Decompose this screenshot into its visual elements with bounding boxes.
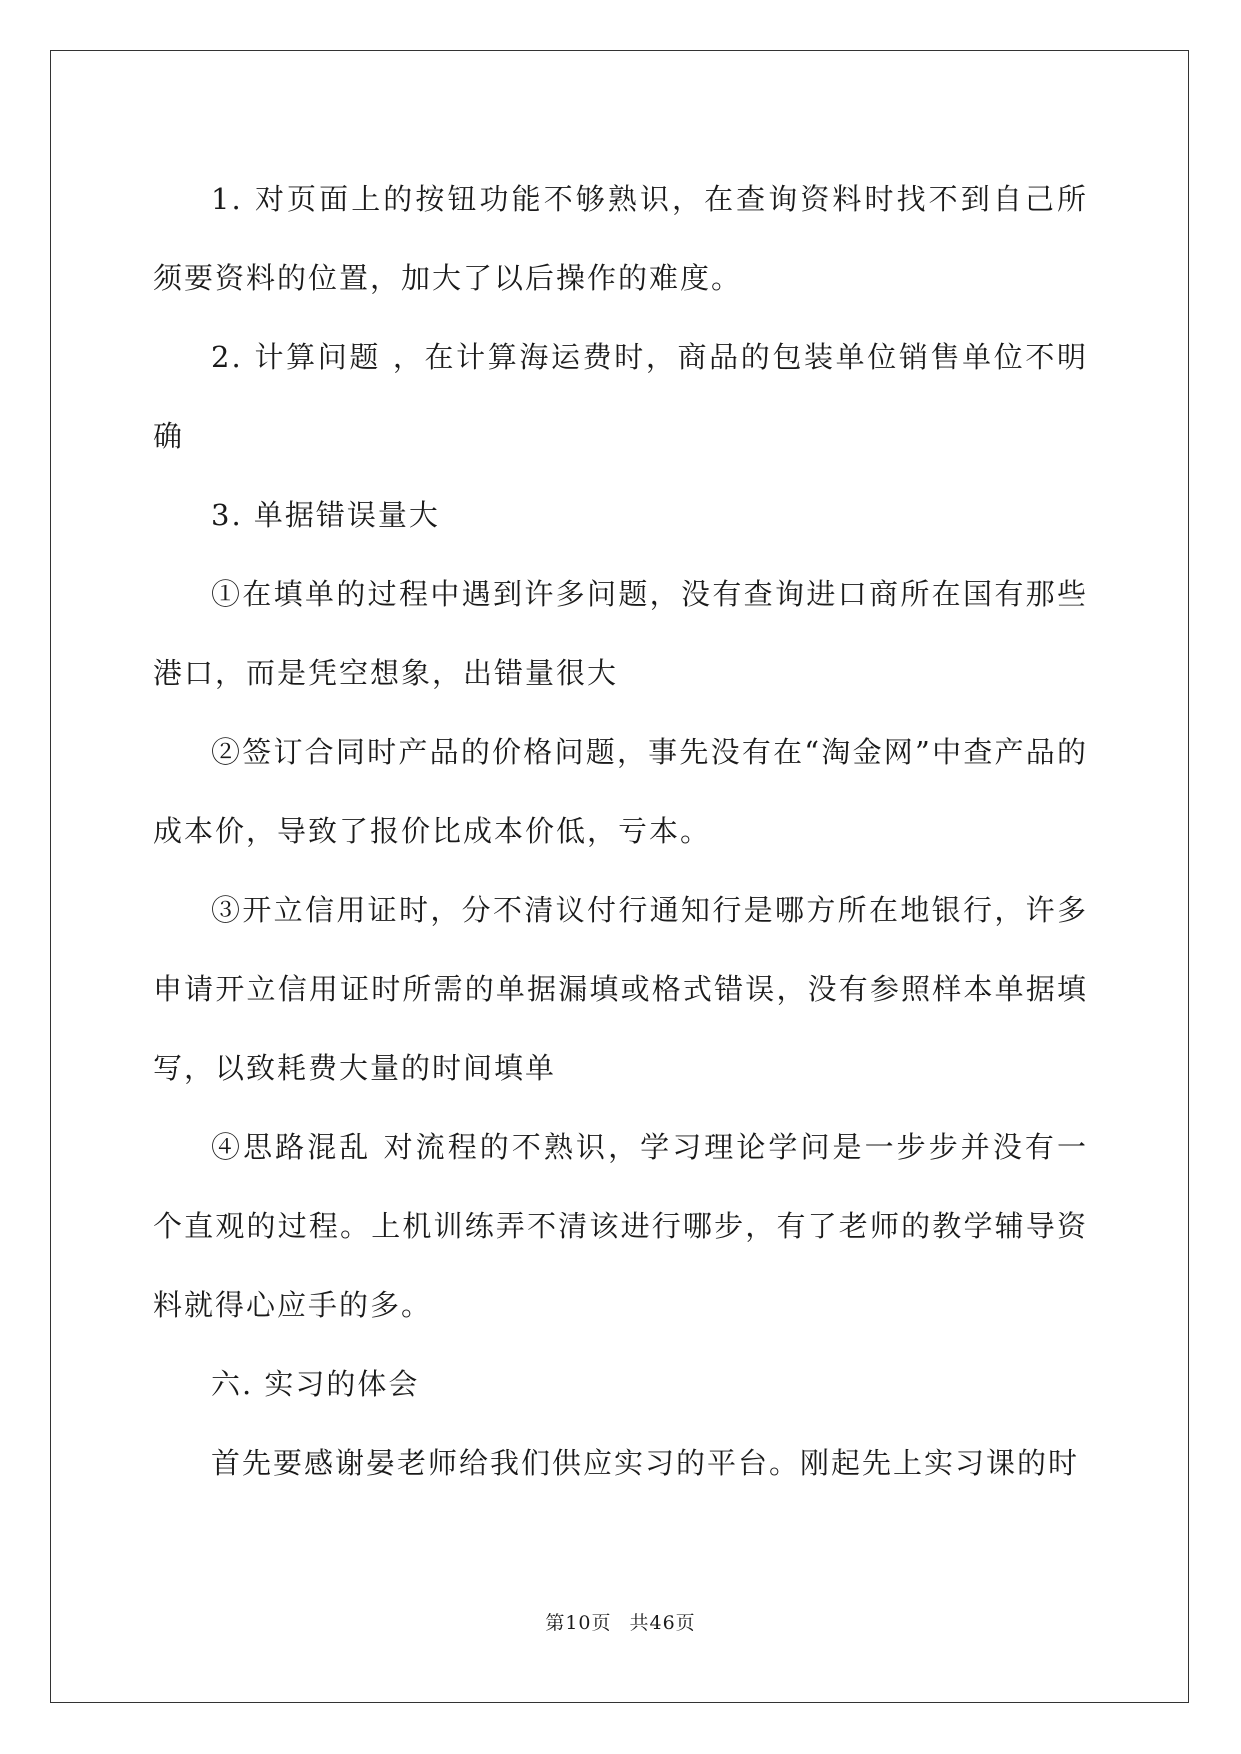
paragraph-5: ②签订合同时产品的价格问题，事先没有在“淘金网”中查产品的成本价，导致了报价比成本价低，亏本。 (153, 735, 1088, 848)
page-number: 第10页 (545, 1612, 612, 1634)
paragraph-7: ④思路混乱 对流程的不熟识，学习理论学问是一步步并没有一个直观的过程。上机训练弄不清该进行哪步，有了老师的教学辅导资料就得心应手的多。 (153, 1130, 1088, 1322)
document-body (153, 160, 1088, 1503)
paragraph-1: 1. 对页面上的按钮功能不够熟识，在查询资料时找不到自己所须要资料的位置，加大了以后操作的难度。 (153, 182, 1088, 295)
paragraph-8: 首先要感谢晏老师给我们供应实习的平台。刚起先上实习课的时 (211, 1446, 1080, 1480)
paragraph-6: ③开立信用证时，分不清议付行通知行是哪方所在地银行，许多申请开立信用证时所需的单据漏填或格式错误，没有参照样本单据填写，以致耗费大量的时间填单 (153, 893, 1088, 1085)
page-footer (0, 1608, 1241, 1635)
paragraph-3: 3. 单据错误量大 (211, 498, 440, 532)
page-total: 共46页 (629, 1612, 696, 1634)
paragraph-2: 2. 计算问题 ，在计算海运费时，商品的包装单位销售单位不明确 (153, 340, 1088, 453)
section-heading: 六. 实习的体会 (211, 1367, 420, 1401)
paragraph-4: ①在填单的过程中遇到许多问题，没有查询进口商所在国有那些港口，而是凭空想象，出错量很大 (153, 577, 1088, 690)
